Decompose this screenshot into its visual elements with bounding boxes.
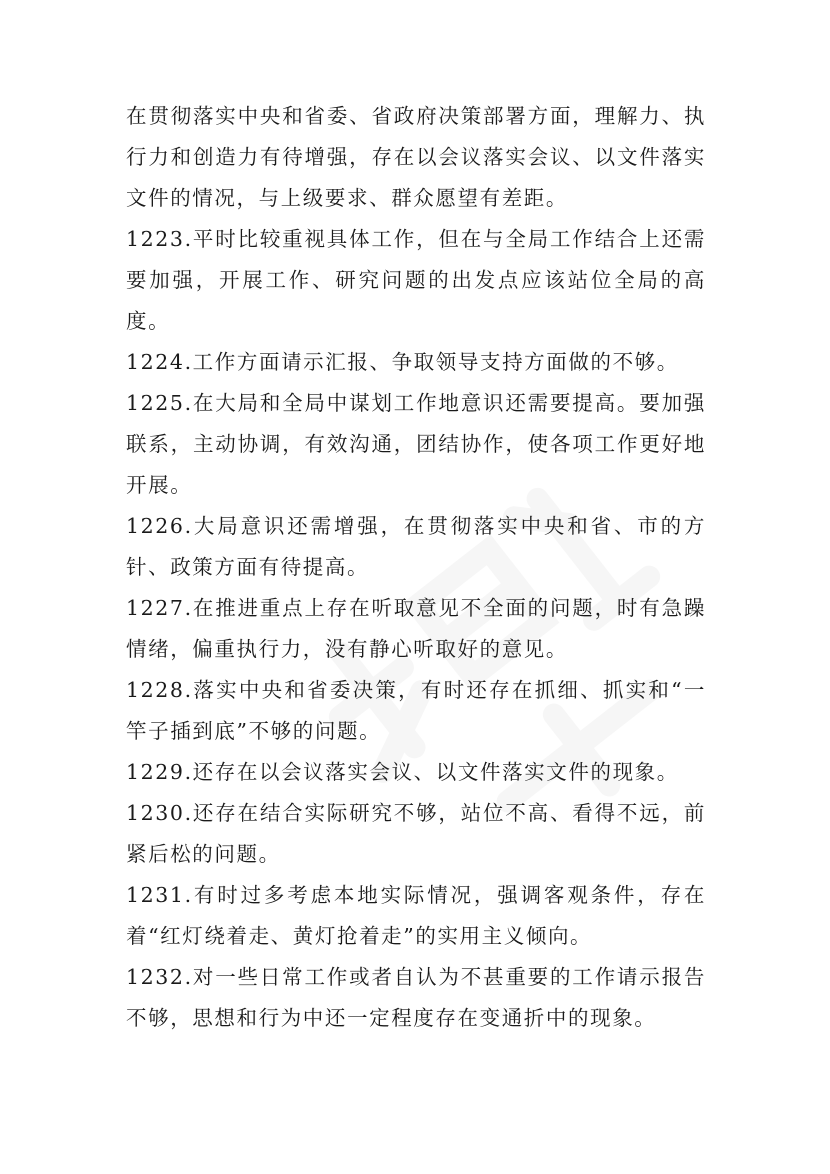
list-item-1225: 1225.在大局和全局中谋划工作地意识还需要提高。要加强联系，主动协调，有效沟通，团结协作，使各项工作更好地开展。: [126, 391, 706, 497]
list-item-1232: 1232.对一些日常工作或者自认为不甚重要的工作请示报告不够，思想和行为中还一定程度存在变通折中的现象。: [126, 965, 706, 1030]
list-item-1224: 1224.工作方面请示汇报、争取领导支持方面做的不够。: [126, 350, 679, 374]
list-item-1230: 1230.还存在结合实际研究不够，站位不高、看得不远，前紧后松的问题。: [126, 801, 706, 866]
list-item-1227: 1227.在推进重点上存在听取意见不全面的问题，时有急躁情绪，偏重执行力，没有静心听取好的意见。: [126, 596, 706, 661]
paragraph: 在贯彻落实中央和省委、省政府决策部署方面，理解力、执行力和创造力有待增强，存在以会议落实会议、以文件落实文件的情况，与上级要求、群众愿望有差距。: [126, 104, 706, 210]
list-item-1231: 1231.有时过多考虑本地实际情况，强调客观条件，存在着“红灯绕着走、黄灯抢着走”的实用主义倾向。: [126, 883, 706, 948]
document-body: [126, 96, 706, 1039]
list-item-1226: 1226.大局意识还需增强，在贯彻落实中央和省、市的方针、政策方面有待提高。: [126, 514, 706, 579]
list-item-1223: 1223.平时比较重视具体工作，但在与全局工作结合上还需要加强，开展工作、研究问题的出发点应该站位全局的高度。: [126, 227, 706, 333]
list-item-1229: 1229.还存在以会议落实会议、以文件落实文件的现象。: [126, 760, 679, 784]
list-item-1228: 1228.落实中央和省委决策，有时还存在抓细、抓实和“一竿子插到底”不够的问题。: [126, 678, 706, 743]
